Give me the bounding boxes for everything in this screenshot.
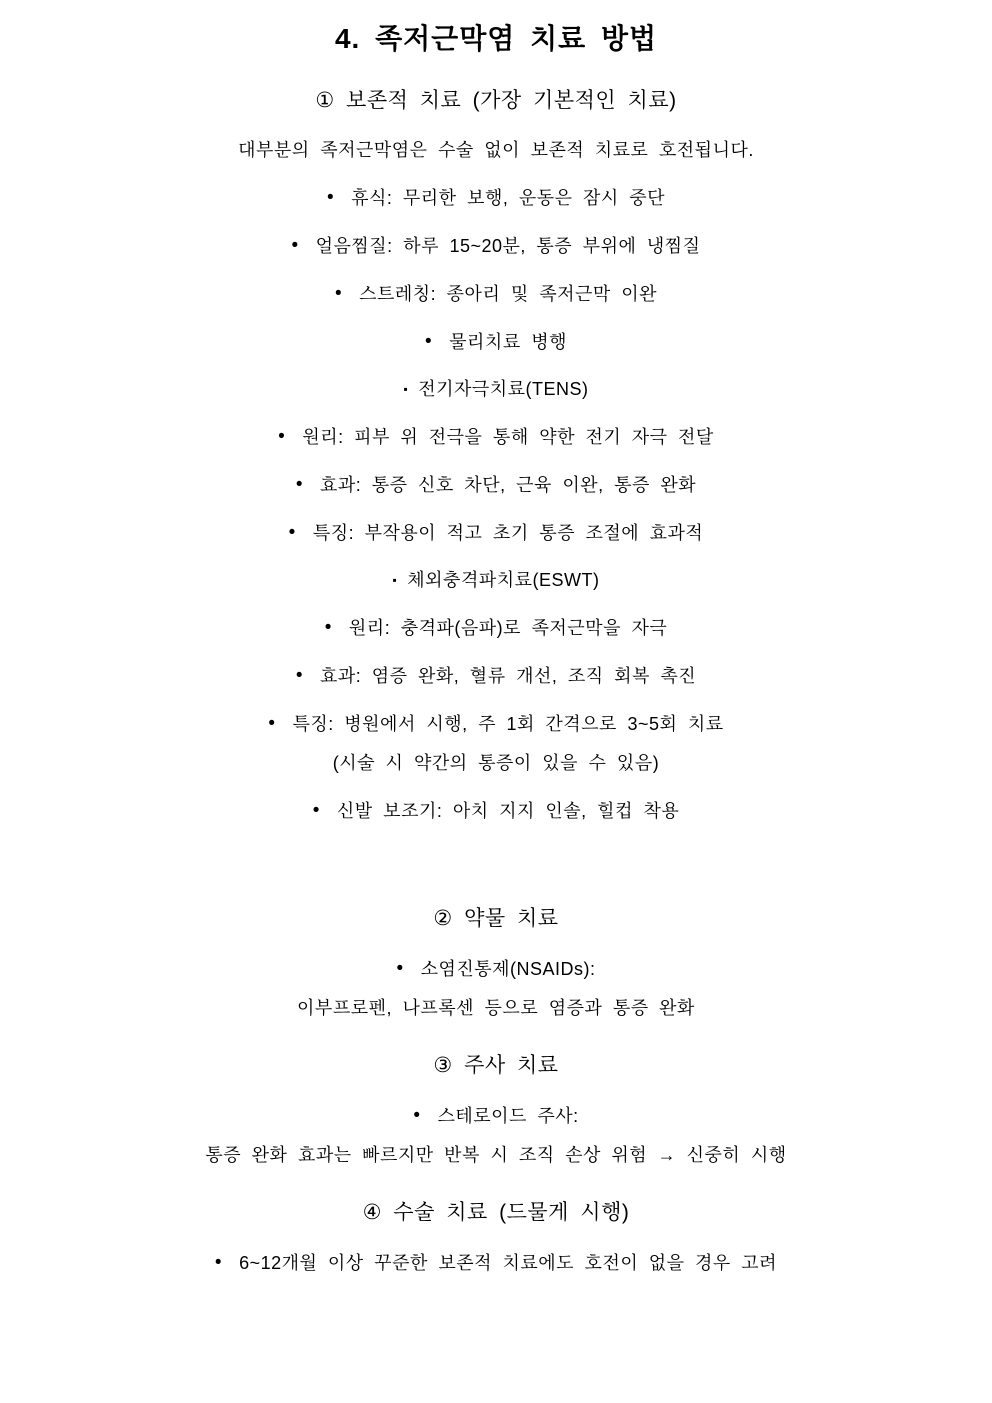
bullet-icon: • bbox=[413, 1105, 421, 1126]
bullet-icon: • bbox=[312, 800, 320, 821]
line-text: 얼음찜질: 하루 15~20분, 통증 부위에 냉찜질 bbox=[315, 236, 701, 256]
doc-line bbox=[0, 1145, 992, 1166]
section-heading bbox=[0, 906, 992, 932]
line-text: (시술 시 약간의 통증이 있을 수 있음) bbox=[332, 753, 660, 773]
bullet-icon: • bbox=[291, 235, 299, 256]
bullet-icon: • bbox=[396, 958, 404, 979]
line-text: 소염진통제(NSAIDs): bbox=[420, 959, 596, 979]
doc-line bbox=[0, 570, 992, 591]
line-text: ④ 수술 치료 (드물게 시행) bbox=[362, 1201, 630, 1224]
line-text: ② 약물 치료 bbox=[433, 907, 559, 930]
bullet-icon: • bbox=[288, 522, 296, 543]
page-title: 4. 족저근막염 치료 방법 bbox=[334, 23, 658, 54]
doc-line bbox=[0, 283, 992, 305]
line-text: 원리: 충격파(음파)로 족저근막을 자극 bbox=[348, 618, 668, 638]
bullet-icon: • bbox=[334, 283, 343, 304]
line-text: 특징: 부작용이 적고 초기 통증 조절에 효과적 bbox=[312, 523, 704, 543]
doc-line bbox=[0, 617, 992, 639]
document-body bbox=[0, 88, 992, 1274]
line-text: 이부프로펜, 나프록센 등으로 염증과 통증 완화 bbox=[297, 998, 695, 1018]
line-text: ③ 주사 치료 bbox=[433, 1054, 559, 1077]
line-text: 스테로이드 주사: bbox=[437, 1106, 579, 1126]
line-text: 효과: 통증 신호 차단, 근육 이완, 통증 완화 bbox=[319, 475, 697, 495]
bullet-icon: • bbox=[324, 617, 332, 638]
line-text: 특징: 병원에서 시행, 주 1회 간격으로 3~5회 치료 bbox=[292, 714, 724, 734]
bullet-icon: • bbox=[326, 187, 335, 208]
doc-line bbox=[0, 713, 992, 735]
bullet-icon: • bbox=[214, 1252, 223, 1273]
line-text: 원리: 피부 위 전극을 통해 약한 전기 자극 전달 bbox=[302, 427, 714, 447]
doc-line bbox=[0, 522, 992, 544]
doc-line bbox=[0, 140, 992, 161]
square-bullet-icon: ▪ bbox=[403, 382, 409, 396]
doc-line bbox=[0, 1252, 992, 1274]
line-text: 체외충격파치료(ESWT) bbox=[407, 570, 600, 590]
line-text: 신발 보조기: 아치 지지 인솔, 힐컵 착용 bbox=[336, 801, 680, 821]
doc-line bbox=[0, 235, 992, 257]
square-bullet-icon: ▪ bbox=[392, 573, 398, 587]
doc-line bbox=[0, 800, 992, 822]
section-heading bbox=[0, 1053, 992, 1079]
line-text: 전기자극치료(TENS) bbox=[418, 379, 589, 399]
doc-line bbox=[0, 958, 992, 980]
line-text: ① 보존적 치료 (가장 기본적인 치료) bbox=[315, 89, 677, 112]
doc-line bbox=[0, 379, 992, 400]
bullet-icon: • bbox=[295, 665, 303, 686]
line-text: 스트레칭: 종아리 및 족저근막 이완 bbox=[359, 284, 658, 304]
line-text: 물리치료 병행 bbox=[449, 332, 567, 352]
bullet-icon: • bbox=[268, 713, 276, 734]
doc-line bbox=[0, 753, 992, 774]
bullet-icon: • bbox=[425, 331, 433, 352]
line-text: 휴식: 무리한 보행, 운동은 잠시 중단 bbox=[351, 188, 666, 208]
doc-line bbox=[0, 665, 992, 687]
section-heading bbox=[0, 1200, 992, 1226]
doc-line bbox=[0, 331, 992, 353]
bullet-icon: • bbox=[295, 474, 303, 495]
doc-line bbox=[0, 426, 992, 448]
line-text: 통증 완화 효과는 빠르지만 반복 시 조직 손상 위험 → 신중히 시행 bbox=[205, 1145, 787, 1165]
section-heading bbox=[0, 88, 992, 114]
line-text: 효과: 염증 완화, 혈류 개선, 조직 회복 촉진 bbox=[319, 666, 697, 686]
line-text: 6~12개월 이상 꾸준한 보존적 치료에도 호전이 없을 경우 고려 bbox=[239, 1253, 778, 1273]
blank-line bbox=[0, 822, 992, 872]
doc-line bbox=[0, 187, 992, 209]
doc-line bbox=[0, 474, 992, 496]
doc-line bbox=[0, 1105, 992, 1127]
line-text: 대부분의 족저근막염은 수술 없이 보존적 치료로 호전됩니다. bbox=[238, 140, 754, 160]
doc-line bbox=[0, 998, 992, 1019]
bullet-icon: • bbox=[278, 426, 286, 447]
